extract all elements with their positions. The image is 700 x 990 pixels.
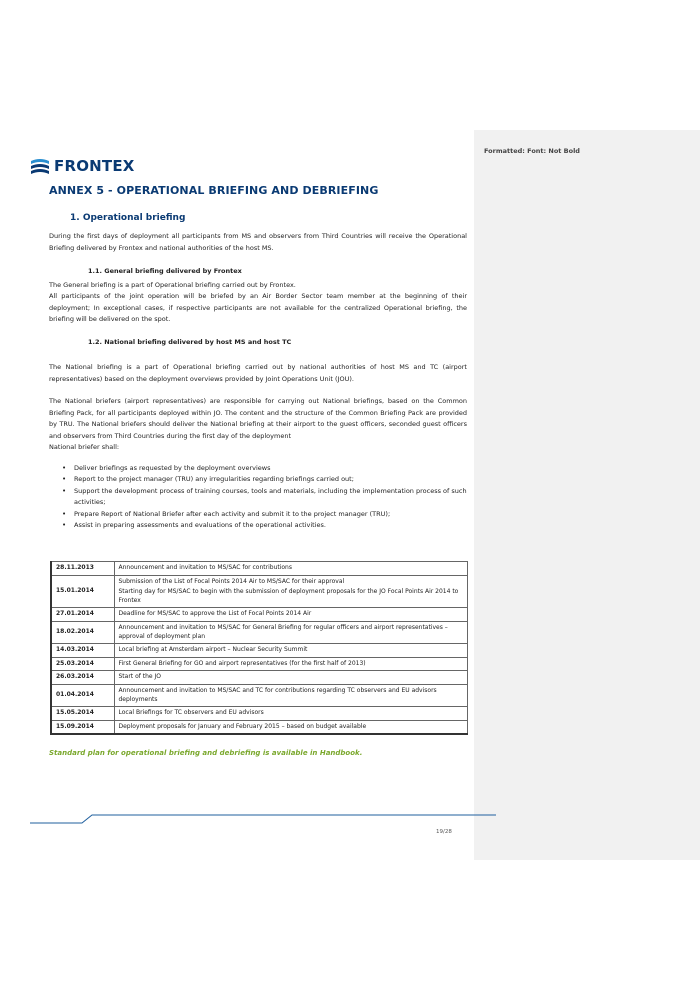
list-item: • Deliver briefings as requested by the deployment overviews	[62, 463, 467, 474]
table-cell-date: 15.09.2014	[51, 720, 114, 734]
table-cell-date: 18.02.2014	[51, 621, 114, 643]
section-1-2-p2: The National briefers (airport representatives) are responsible for carrying out National briefings, based on the Common Briefing Pack, for all participants deployed within JO. The content and the structure of the Common Briefing Pack are provided by TRU. The National briefers should deliver the National briefing at their airport to the guest officers, seconded guest officers and observers from Third Countries during the first day of the deployment	[49, 397, 467, 440]
table-cell-line: Deployment proposals for January and February 2015 – based on budget available	[118, 722, 367, 730]
list-item: • Report to the project manager (TRU) any irregularities regarding briefings carried out;	[62, 474, 467, 485]
list-item: • Assist in preparing assessments and evaluations of the operational activities.	[62, 520, 467, 531]
handbook-caption: Standard plan for operational briefing and debriefing is available in Handbook.	[49, 749, 363, 757]
table-cell-description	[114, 608, 468, 622]
table-row	[51, 562, 468, 576]
table-cell-date: 15.01.2014	[51, 575, 114, 608]
annex-title: ANNEX 5 - OPERATIONAL BRIEFING AND DEBRIEFING	[49, 184, 379, 197]
page-number: 19/28	[436, 829, 452, 835]
table-cell-date: 25.03.2014	[51, 657, 114, 671]
briefing-plan-table	[50, 561, 468, 735]
comment-pane	[474, 130, 700, 860]
table-cell-line: Deadline for MS/SAC to approve the List of Focal Points 2014 Air	[118, 610, 312, 618]
table-cell-description	[114, 575, 468, 608]
table-cell-line: Announcement and invitation to MS/SAC and TC for contributions regarding TC observers and EU advisors deployments	[118, 686, 437, 703]
comment-label: Formatted: Font: Not Bold	[484, 147, 580, 155]
section-1-heading: 1. Operational briefing	[70, 213, 186, 223]
table-cell-description	[114, 657, 468, 671]
table-cell-description	[114, 720, 468, 734]
section-1-1-p2: All participants of the joint operation will be briefed by an Air Border Sector team member at the beginning of their deployment; In exceptional cases, if respective participants are not available for the centralized Operational briefing, the briefing will be delivered on the spot.	[49, 292, 467, 324]
table-row	[51, 621, 468, 643]
section-1-2-p3: National briefer shall:	[49, 443, 120, 451]
footer-line	[30, 812, 496, 826]
table-row	[51, 671, 468, 685]
table-row	[51, 608, 468, 622]
table-cell-description	[114, 562, 468, 576]
frontex-logo-icon	[30, 157, 50, 175]
section-1-2-p1: The National briefing is a part of Operational briefing carried out by national authorities of host MS and TC (airport representatives) based on the deployment overviews provided by Joint Operations Unit (JOU).	[49, 363, 467, 383]
table-cell-line: Start of the JO	[118, 673, 162, 681]
table-cell-line: Submission of the List of Focal Points 2014 Air to MS/SAC for their approval	[118, 577, 345, 585]
table-row	[51, 644, 468, 658]
table-row	[51, 575, 468, 608]
table-cell-description	[114, 707, 468, 721]
frontex-logo	[30, 156, 135, 176]
table-cell-line: Announcement and invitation to MS/SAC for General Briefing for regular officers and airport representatives – approval of deployment plan	[118, 623, 448, 640]
table-cell-date: 15.05.2014	[51, 707, 114, 721]
section-1-2-heading: 1.2. National briefing delivered by host MS and host TC	[88, 338, 292, 346]
logo-text: FRONTEX	[54, 157, 135, 175]
list-item: • Prepare Report of National Briefer after each activity and submit it to the project manager (TRU);	[62, 509, 467, 520]
briefer-duties-list	[62, 463, 467, 531]
table-cell-date: 14.03.2014	[51, 644, 114, 658]
table-cell-date: 27.01.2014	[51, 608, 114, 622]
section-1-1-heading: 1.1. General briefing delivered by Frontex	[88, 267, 242, 275]
table-cell-date: 28.11.2013	[51, 562, 114, 576]
section-1-1-p1: The General briefing is a part of Operational briefing carried out by Frontex.	[49, 281, 296, 289]
table-row	[51, 707, 468, 721]
table-cell-line: Starting day for MS/SAC to begin with the submission of deployment proposals for the JO Focal Points Air 2014 to Frontex	[118, 588, 459, 604]
table-cell-description	[114, 671, 468, 685]
table-cell-line: Local Briefings for TC observers and EU advisors	[118, 709, 264, 717]
table-row	[51, 684, 468, 706]
table-row	[51, 657, 468, 671]
table-cell-description	[114, 644, 468, 658]
table-cell-line: Announcement and invitation to MS/SAC for contributions	[118, 564, 292, 571]
section-1-intro: During the first days of deployment all participants from MS and observers from Third Countries will receive the Operational Briefing delivered by Frontex and national authorities of the host MS.	[49, 232, 467, 252]
table-row	[51, 720, 468, 734]
table-cell-line: Local briefing at Amsterdam airport – Nuclear Security Summit	[118, 646, 308, 654]
table-cell-description	[114, 684, 468, 706]
list-item: • Support the development process of training courses, tools and materials, including the implementation process of such activities;	[62, 486, 467, 509]
table-cell-date: 26.03.2014	[51, 671, 114, 685]
table-cell-line: First General Briefing for GO and airport representatives (for the first half of 2013)	[118, 659, 366, 667]
table-cell-description	[114, 621, 468, 643]
table-cell-date: 01.04.2014	[51, 684, 114, 706]
